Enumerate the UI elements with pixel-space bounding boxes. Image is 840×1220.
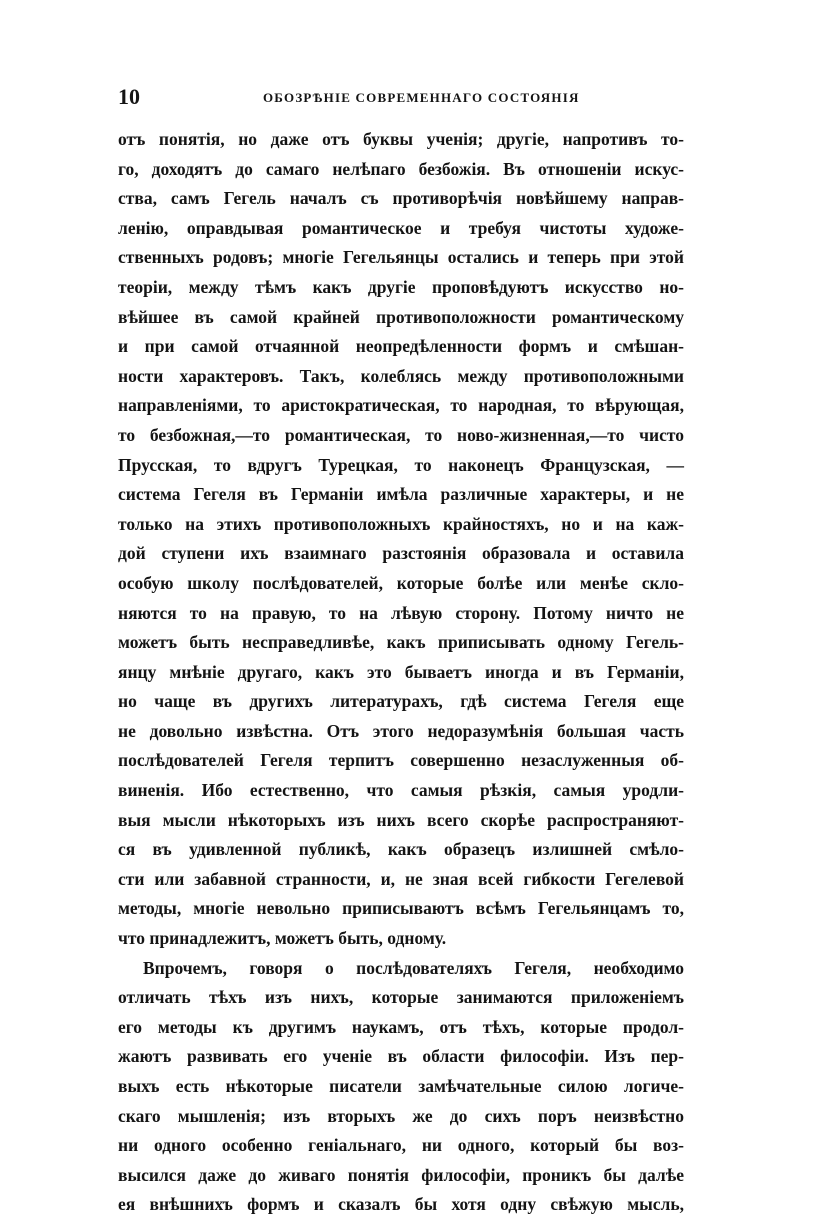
text-line: система Гегеля въ Германіи имѣла различные характеры, и не bbox=[118, 484, 684, 505]
text-line: выя мысли нѣкоторыхъ изъ нихъ всего скорѣе распространяют- bbox=[118, 809, 684, 830]
text-line: то безбожная,—то романтическая, то ново-жизненная,—то чисто bbox=[118, 424, 684, 445]
text-line: Прусская, то вдругъ Турецкая, то наконецъ Французская, — bbox=[118, 454, 684, 475]
text-line: дой ступени ихъ взаимнаго разстоянія образовала и оставила bbox=[118, 543, 684, 564]
text-line: виненія. Ибо естественно, что самыя рѣзкія, самыя уродли- bbox=[118, 780, 684, 801]
text-line: ея внѣшнихъ формъ и сказалъ бы хотя одну свѣжую мысль, bbox=[118, 1194, 684, 1215]
text-line: ства, самъ Гегель началъ съ противорѣчія новѣйшему направ- bbox=[118, 188, 684, 209]
text-line: ни одного особенно геніальнаго, ни одного, который бы воз- bbox=[118, 1135, 684, 1156]
running-title: ОБОЗРѢНІЕ СОВРЕМЕННАГО СОСТОЯНІЯ bbox=[263, 90, 580, 105]
text-line: не довольно извѣстна. Отъ этого недоразумѣнія большая часть bbox=[118, 720, 684, 741]
text-line: ленію, оправдывая романтическое и требуя чистоты художе- bbox=[118, 217, 684, 238]
text-line: теоріи, между тѣмъ какъ другіе проповѣдуютъ искусство но- bbox=[118, 276, 684, 297]
text-line: послѣдователей Гегеля терпитъ совершенно незаслуженныя об- bbox=[118, 750, 684, 771]
text-line: но чаще въ другихъ литературахъ, гдѣ система Гегеля еще bbox=[118, 691, 684, 712]
text-line: выхъ есть нѣкоторые писатели замѣчательные силою логиче- bbox=[118, 1076, 684, 1096]
text-line: жаютъ развивать его ученіе въ области философіи. Изъ пер- bbox=[118, 1046, 684, 1067]
paragraph bbox=[118, 954, 684, 1220]
text-line: ся въ удивленной публикѣ, какъ образецъ излишней смѣло- bbox=[118, 839, 684, 860]
text-line: ственныхъ родовъ; многіе Гегельянцы остались и теперь при этой bbox=[118, 247, 684, 268]
text-line: отличать тѣхъ изъ нихъ, которые занимаются приложеніемъ bbox=[118, 987, 684, 1008]
page-header bbox=[118, 84, 698, 108]
page-number: 10 bbox=[118, 84, 140, 109]
text-line: ности характеровъ. Такъ, колеблясь между противоположными bbox=[118, 365, 684, 386]
text-line: скаго мышленія; изъ вторыхъ же до сихъ поръ неизвѣстно bbox=[118, 1105, 684, 1126]
text-line: только на этихъ противоположныхъ крайностяхъ, но и на каж- bbox=[118, 513, 684, 534]
text-line: особую школу послѣдователей, которые болѣе или менѣе скло- bbox=[118, 572, 684, 593]
text-line: его методы къ другимъ наукамъ, отъ тѣхъ, которые продол- bbox=[118, 1016, 684, 1037]
text-line: Впрочемъ, говоря о послѣдователяхъ Гегеля, необходимо bbox=[143, 957, 684, 978]
text-line: янцу мнѣніе другаго, какъ это бываетъ иногда и въ Германіи, bbox=[118, 661, 684, 682]
text-line: можетъ быть несправедливѣе, какъ приписывать одному Гегель- bbox=[118, 632, 684, 653]
body-text bbox=[118, 125, 684, 1220]
text-line: вѣйшее въ самой крайней противоположности романтическому bbox=[118, 306, 684, 327]
paragraph bbox=[118, 125, 684, 954]
text-line: что принадлежитъ, можетъ быть, одному. bbox=[118, 928, 447, 949]
text-line: отъ понятія, но даже отъ буквы ученія; другіе, напротивъ то- bbox=[118, 129, 684, 149]
text-line: го, доходятъ до самаго нелѣпаго безбожія. Въ отношеніи искус- bbox=[118, 158, 684, 179]
text-line: няются то на правую, то на лѣвую сторону. Потому ничто не bbox=[118, 602, 684, 623]
text-line: направленіями, то аристократическая, то народная, то вѣрующая, bbox=[118, 395, 684, 416]
text-line: и при самой отчаянной неопредѣленности формъ и смѣшан- bbox=[118, 336, 684, 357]
text-line: высился даже до живаго понятія философіи, проникъ бы далѣе bbox=[118, 1164, 684, 1185]
text-line: сти или забавной странности, и, не зная всей гибкости Гегелевой bbox=[118, 868, 684, 889]
text-line: методы, многіе невольно приписываютъ всѣмъ Гегельянцамъ то, bbox=[118, 898, 684, 919]
